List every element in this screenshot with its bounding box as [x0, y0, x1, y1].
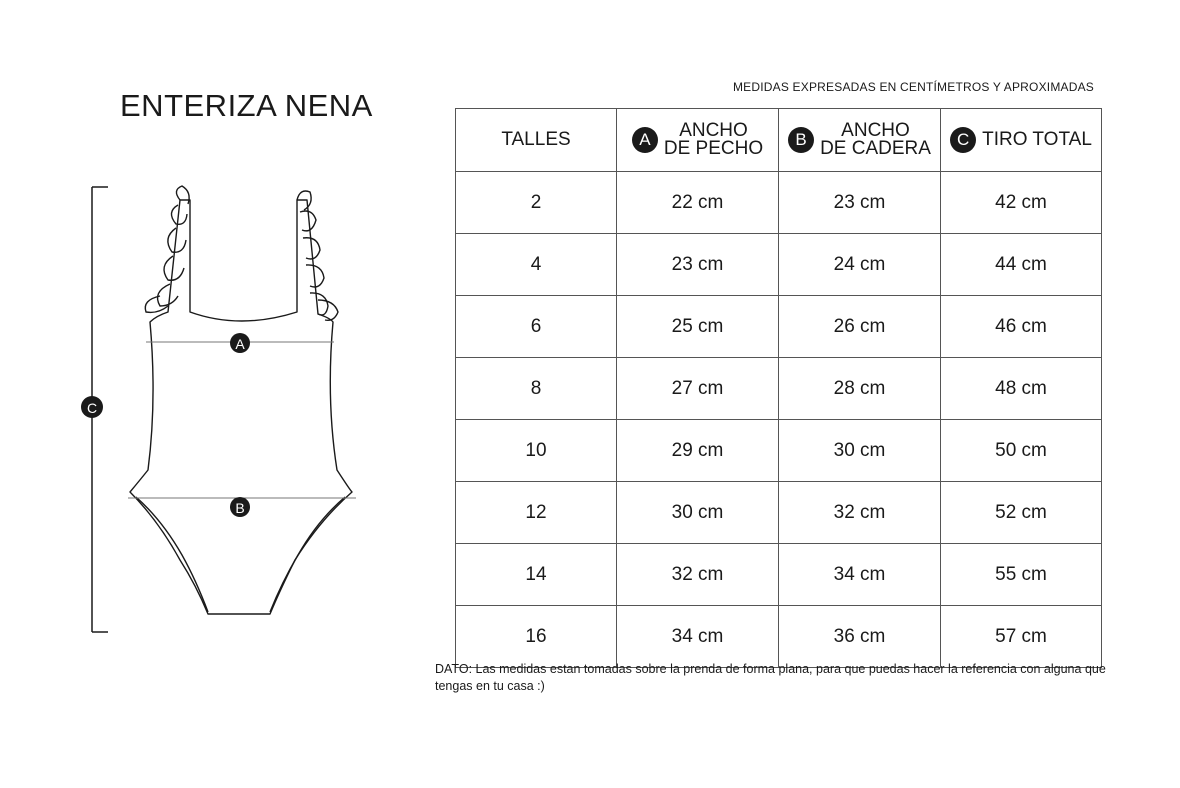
cell-size: 4	[456, 234, 617, 296]
cell-chest: 29 cm	[617, 420, 779, 482]
cell-length: 46 cm	[941, 296, 1102, 358]
table-row	[456, 296, 1102, 358]
size-chart-table	[455, 108, 1102, 668]
cell-size: 8	[456, 358, 617, 420]
swimsuit-outline	[130, 186, 352, 614]
footnote: DATO: Las medidas estan tomadas sobre la prenda de forma plana, para que puedas hacer la referencia con alguna que tengas en tu casa :)	[435, 662, 1106, 693]
cell-length: 55 cm	[941, 544, 1102, 606]
page-title: ENTERIZA NENA	[120, 88, 373, 123]
cell-chest: 23 cm	[617, 234, 779, 296]
svg-text:A: A	[235, 336, 245, 352]
cell-hip: 28 cm	[779, 358, 941, 420]
table-row	[456, 544, 1102, 606]
table-row	[456, 234, 1102, 296]
cell-hip: 30 cm	[779, 420, 941, 482]
marker-c	[81, 396, 103, 418]
badge-c: C	[950, 127, 976, 153]
cell-chest: 34 cm	[617, 606, 779, 668]
cell-size: 10	[456, 420, 617, 482]
cell-length: 42 cm	[941, 172, 1102, 234]
cell-hip: 23 cm	[779, 172, 941, 234]
table-row	[456, 358, 1102, 420]
badge-b: B	[788, 127, 814, 153]
badge-a: A	[632, 127, 658, 153]
header-size: TALLES	[456, 109, 617, 172]
table-row	[456, 606, 1102, 668]
cell-chest: 27 cm	[617, 358, 779, 420]
cell-chest: 32 cm	[617, 544, 779, 606]
header-chest: A ANCHO DE PECHO	[617, 109, 779, 172]
cell-chest: 25 cm	[617, 296, 779, 358]
table-header-row	[456, 109, 1102, 172]
header-length: C TIRO TOTAL	[941, 109, 1102, 172]
swimsuit-diagram	[0, 0, 440, 788]
cell-chest: 30 cm	[617, 482, 779, 544]
table-row	[456, 172, 1102, 234]
cell-hip: 32 cm	[779, 482, 941, 544]
table-row	[456, 420, 1102, 482]
units-note: MEDIDAS EXPRESADAS EN CENTÍMETROS Y APROXIMADAS	[732, 80, 1094, 94]
cell-length: 48 cm	[941, 358, 1102, 420]
cell-chest: 22 cm	[617, 172, 779, 234]
cell-length: 52 cm	[941, 482, 1102, 544]
cell-size: 12	[456, 482, 617, 544]
svg-text:C: C	[86, 400, 98, 416]
cell-length: 44 cm	[941, 234, 1102, 296]
marker-a	[230, 333, 250, 353]
cell-size: 14	[456, 544, 617, 606]
cell-size: 6	[456, 296, 617, 358]
cell-hip: 24 cm	[779, 234, 941, 296]
svg-text:B: B	[235, 500, 245, 516]
header-hip: B ANCHO DE CADERA	[779, 109, 941, 172]
cell-length: 57 cm	[941, 606, 1102, 668]
cell-length: 50 cm	[941, 420, 1102, 482]
cell-hip: 36 cm	[779, 606, 941, 668]
cell-size: 2	[456, 172, 617, 234]
table-row	[456, 482, 1102, 544]
cell-hip: 34 cm	[779, 544, 941, 606]
cell-hip: 26 cm	[779, 296, 941, 358]
cell-size: 16	[456, 606, 617, 668]
marker-b	[230, 497, 250, 517]
